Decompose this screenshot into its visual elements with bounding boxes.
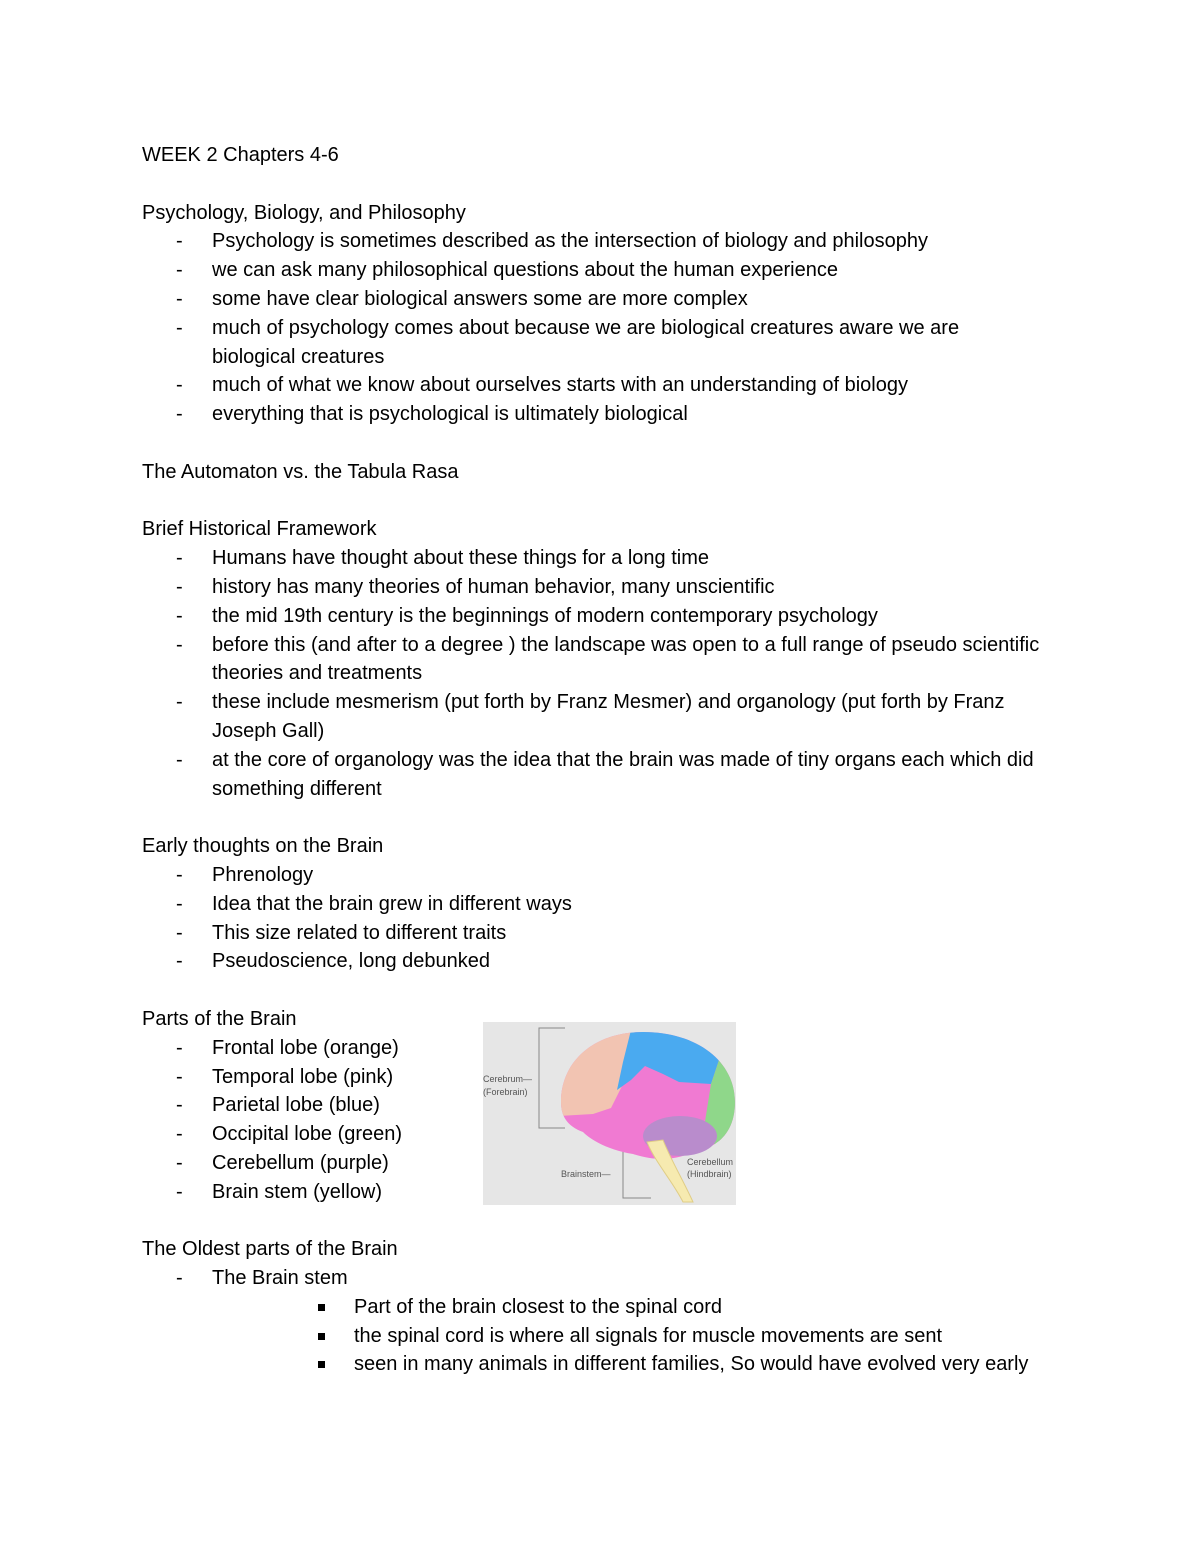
list-item: - Humans have thought about these things for a long time bbox=[142, 544, 1042, 573]
list-item: - Pseudoscience, long debunked bbox=[142, 947, 1042, 976]
section-title: The Oldest parts of the Brain bbox=[142, 1238, 398, 1261]
section-title: Psychology, Biology, and Philosophy bbox=[142, 201, 466, 224]
list-item: - we can ask many philosophical questions about the human experience bbox=[142, 256, 1042, 285]
bullet-list bbox=[142, 1264, 1042, 1293]
section-title: Early thoughts on the Brain bbox=[142, 835, 384, 858]
list-item: - This size related to different traits bbox=[142, 919, 1042, 948]
cerebellum-label: Cerebellum bbox=[687, 1157, 734, 1167]
brain-diagram-svg bbox=[483, 1022, 736, 1205]
sub-list-item: Part of the brain closest to the spinal cord bbox=[142, 1293, 1042, 1322]
sub-list-item: seen in many animals in different families, So would have evolved very early bbox=[142, 1350, 1042, 1379]
sub-list-item: the spinal cord is where all signals for muscle movements are sent bbox=[142, 1322, 1042, 1351]
list-item: - at the core of organology was the idea that the brain was made of tiny organs each which did something different bbox=[142, 746, 1042, 804]
sub-bullet-list bbox=[142, 1293, 1042, 1379]
forebrain-label: (Forebrain) bbox=[483, 1087, 528, 1097]
list-item: - Cerebellum (purple) bbox=[142, 1149, 1042, 1178]
list-item: - before this (and after to a degree ) the landscape was open to a full range of pseudo scientific theories and treatments bbox=[142, 631, 1042, 689]
list-item: - much of psychology comes about because we are biological creatures aware we are biological creatures bbox=[142, 314, 1042, 372]
list-item: - The Brain stem bbox=[142, 1264, 1042, 1293]
brain-diagram bbox=[483, 1022, 736, 1205]
bullet-list bbox=[142, 227, 1042, 429]
list-item: - Temporal lobe (pink) bbox=[142, 1063, 1042, 1092]
list-item: - history has many theories of human behavior, many unscientific bbox=[142, 573, 1042, 602]
list-item: - Brain stem (yellow) bbox=[142, 1178, 1042, 1207]
list-item: - Frontal lobe (orange) bbox=[142, 1034, 1042, 1063]
bullet-list bbox=[142, 544, 1042, 803]
list-item: - Idea that the brain grew in different ways bbox=[142, 890, 1042, 919]
list-item: - Psychology is sometimes described as the intersection of biology and philosophy bbox=[142, 227, 1042, 256]
list-item: - these include mesmerism (put forth by Franz Mesmer) and organology (put forth by Franz Joseph Gall) bbox=[142, 688, 1042, 746]
bullet-list bbox=[142, 861, 1042, 976]
cerebrum-bracket-line bbox=[539, 1028, 565, 1128]
list-item: - Occipital lobe (green) bbox=[142, 1120, 1042, 1149]
hindbrain-label: (Hindbrain) bbox=[687, 1169, 732, 1179]
cerebrum-label: Cerebrum— bbox=[483, 1074, 533, 1084]
list-item: - some have clear biological answers some are more complex bbox=[142, 285, 1042, 314]
brainstem-label: Brainstem— bbox=[561, 1169, 611, 1179]
document-heading: WEEK 2 Chapters 4-6 bbox=[142, 144, 339, 166]
section-title: The Automaton vs. the Tabula Rasa bbox=[142, 460, 459, 483]
section-title: Brief Historical Framework bbox=[142, 518, 377, 541]
list-item: - Parietal lobe (blue) bbox=[142, 1091, 1042, 1120]
section-title: Parts of the Brain bbox=[142, 1007, 297, 1030]
list-item: - the mid 19th century is the beginnings of modern contemporary psychology bbox=[142, 602, 1042, 631]
list-item: - Phrenology bbox=[142, 861, 1042, 890]
list-item: - much of what we know about ourselves starts with an understanding of biology bbox=[142, 371, 1042, 400]
list-item: - everything that is psychological is ultimately biological bbox=[142, 400, 1042, 429]
